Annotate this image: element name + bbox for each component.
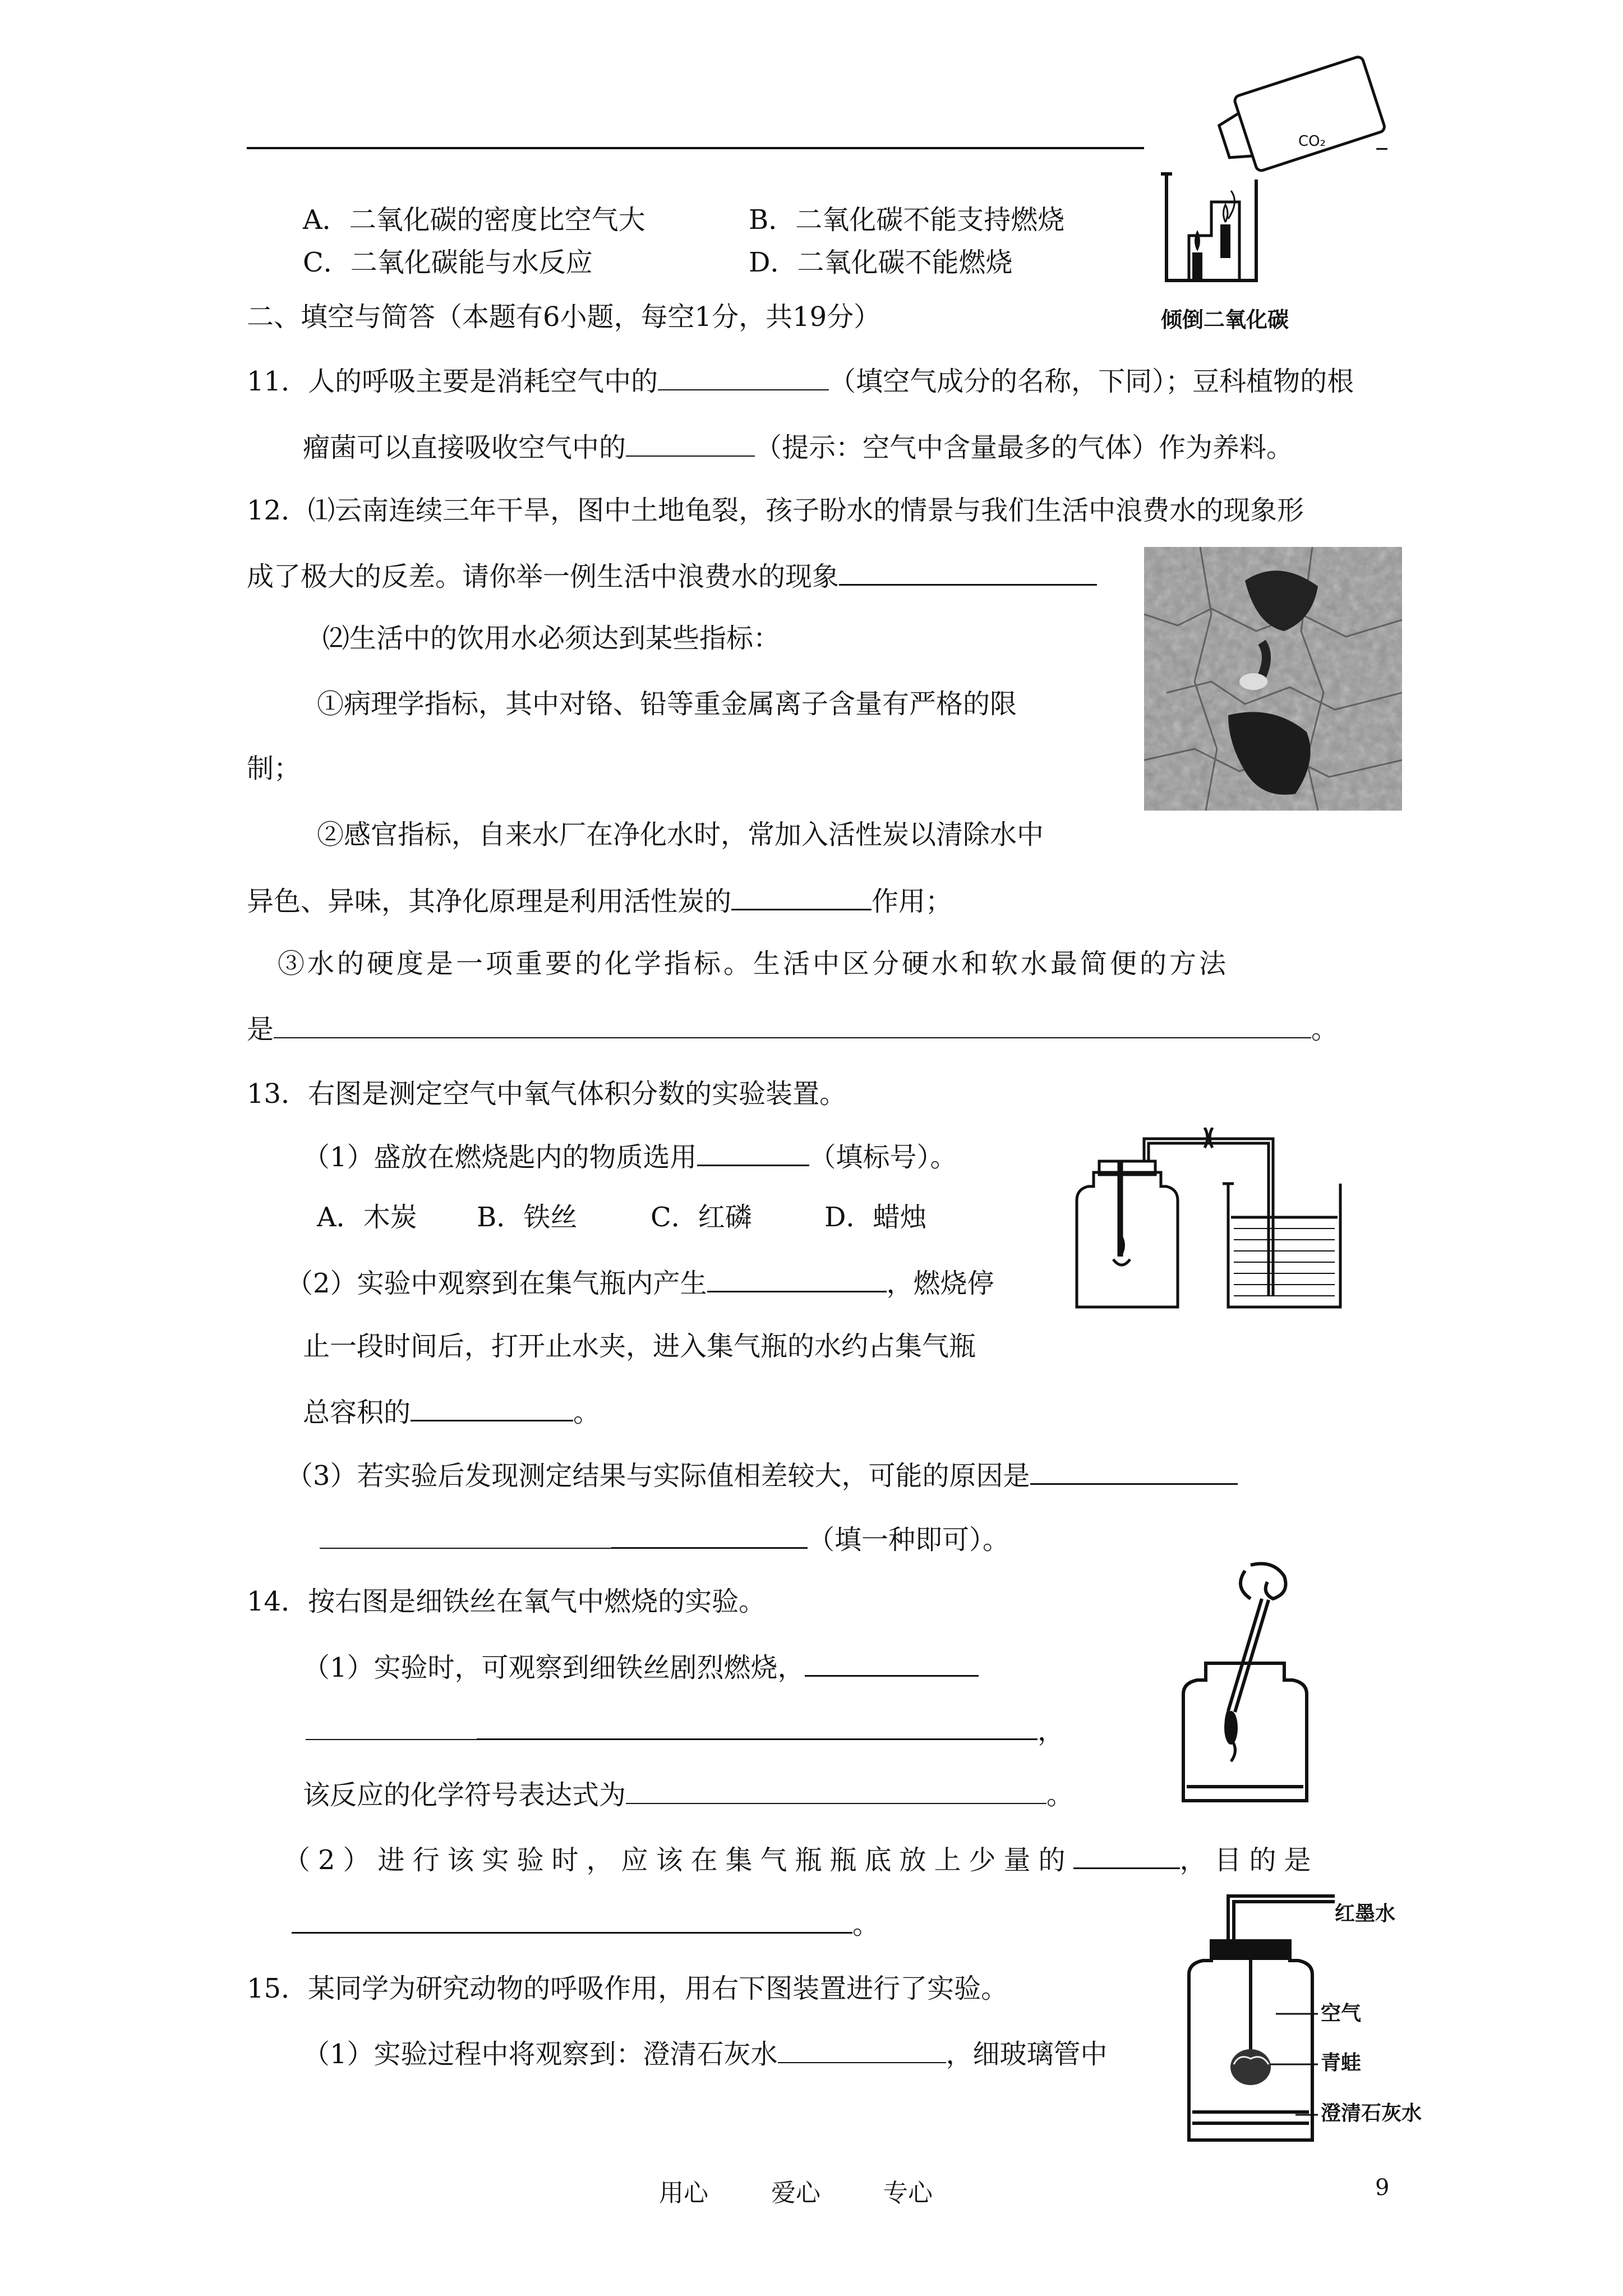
q11-number: 11．: [247, 366, 308, 397]
q10-option-b: B．二氧化碳不能支持燃烧: [749, 204, 1065, 236]
q14-number: 14．: [247, 1586, 308, 1617]
q13-text7: （3）若实验后发现测定结果与实际值相差较大，可能的原因是: [286, 1460, 1030, 1492]
label-air: 空气: [1321, 2002, 1362, 2025]
q12-line6: ②感官指标，自来水厂在净化水时，常加入活性炭以清除水中: [317, 819, 1044, 850]
q12-line9: [247, 1011, 1338, 1046]
drought-photo: [1144, 547, 1402, 811]
q12-blank1[interactable]: [839, 558, 1097, 586]
q13-option-b: B．铁丝: [477, 1202, 578, 1233]
q11-text1: 人的呼吸主要是消耗空气中的: [308, 366, 658, 397]
q12-line1: [247, 494, 1304, 527]
q13-blank5b[interactable]: [611, 1521, 808, 1549]
q11-text2: （填空气成分的名称，下同）；豆科植物的根: [829, 366, 1354, 397]
q14-blank5[interactable]: [292, 1906, 852, 1934]
q13-text8: （填一种即可）。: [808, 1524, 1010, 1556]
q11-blank1[interactable]: [658, 364, 829, 390]
header-dash: –: [1375, 131, 1389, 163]
q11-text4: （提示：空气中含量最多的气体）作为养料。: [755, 432, 1294, 463]
q15-blank1[interactable]: [778, 2036, 946, 2063]
q13-text1: 右图是测定空气中氧气体积分数的实验装置。: [308, 1078, 847, 1110]
bottle-label: CO₂: [1298, 133, 1326, 150]
q15-line1: [247, 1972, 1008, 2005]
footer-word-1: 用心: [659, 2179, 708, 2207]
q13-text4b: ，燃烧停: [886, 1268, 994, 1299]
q14-line2: [303, 1649, 979, 1685]
pour-co2-caption: 倾倒二氧化碳: [1161, 307, 1289, 332]
q11-blank2[interactable]: [626, 430, 755, 457]
oxygen-apparatus-figure: [1066, 1128, 1380, 1318]
q10-option-c: C．二氧化碳能与水反应: [303, 247, 593, 278]
q12-text7: 异色、异味，其净化原理是利用活性炭的: [247, 886, 732, 917]
q13-line6: [303, 1394, 600, 1429]
footer-word-2: 爱心: [771, 2179, 820, 2207]
frog-apparatus-figure: [1172, 1885, 1340, 2148]
q13-option-a: A．木炭: [317, 1202, 417, 1233]
q13-text2b: （填标号）。: [809, 1142, 957, 1173]
q14-text5: （2）进行该实验时，应该在集气瓶瓶底放上少量的: [283, 1844, 1073, 1876]
q15-line2: [303, 2036, 1108, 2071]
q14-line1: [247, 1585, 766, 1618]
q13-text2: （1）盛放在燃烧匙内的物质选用: [303, 1142, 697, 1173]
q13-text6b: 。: [573, 1397, 601, 1428]
q14-text4: 该反应的化学符号表达式为: [303, 1779, 626, 1811]
q15-number: 15．: [247, 1973, 308, 2004]
q12-line3: ⑵生活中的饮用水必须达到某些指标：: [322, 623, 781, 654]
q12-line2: [247, 558, 1097, 593]
q14-text3: ，: [1038, 1715, 1065, 1747]
q12-line8: ③水的硬度是一项重要的化学指标。生活中区分硬水和软水最简便的方法: [278, 948, 1229, 979]
q12-text9b: 。: [1311, 1014, 1339, 1045]
q14-text1: 按右图是细铁丝在氧气中燃烧的实验。: [308, 1586, 766, 1617]
q13-blank3[interactable]: [411, 1394, 573, 1421]
q14-blank3[interactable]: [626, 1777, 1046, 1804]
footer-word-3: 专心: [883, 2179, 933, 2207]
q12-number: 12．: [247, 495, 308, 526]
q13-text6: 总容积的: [303, 1397, 411, 1428]
label-red-ink: 红墨水: [1335, 1902, 1396, 1925]
q10-option-d: D．二氧化碳不能燃烧: [749, 247, 1013, 278]
q13-number: 13．: [247, 1078, 308, 1110]
q12-line5: 制；: [247, 753, 301, 784]
q14-blank4[interactable]: [1073, 1842, 1180, 1869]
section2-title: 二、填空与简答（本题有6小题，每空1分，共19分）: [247, 301, 881, 333]
q12-text9: 是: [247, 1014, 274, 1045]
q14-line3: [306, 1713, 1064, 1748]
q14-line5: [283, 1842, 1319, 1877]
q14-blank1[interactable]: [805, 1649, 979, 1677]
q14-line4: [303, 1777, 1073, 1812]
iron-wire-figure: [1166, 1559, 1335, 1812]
label-frog: 青蛙: [1321, 2051, 1362, 2074]
q12-text2: 成了极大的反差。请你举一例生活中浪费水的现象: [247, 561, 840, 592]
q15-text2: （1）实验过程中将观察到：澄清石灰水: [303, 2039, 778, 2070]
q13-option-c: C．红磷: [651, 1202, 752, 1233]
q12-blank2[interactable]: [731, 883, 872, 910]
q13-blank4[interactable]: [1030, 1457, 1238, 1485]
q14-line6: [292, 1906, 879, 1941]
q13-line8: [320, 1521, 1009, 1557]
q14-blank2a[interactable]: [306, 1713, 477, 1740]
q14-text2: （1）实验时，可观察到细铁丝剧烈燃烧，: [303, 1652, 805, 1683]
q11-line2: [303, 430, 1293, 464]
q13-blank5a[interactable]: [320, 1522, 611, 1549]
q11-line1: [247, 364, 1354, 398]
q12-text1: ⑴云南连续三年干旱，图中土地龟裂，孩子盼水的情景与我们生活中浪费水的现象形: [308, 495, 1304, 526]
q14-text6: 。: [852, 1909, 880, 1940]
q13-line7: [286, 1457, 1238, 1493]
q12-blank3[interactable]: [274, 1011, 1311, 1038]
q14-text4b: 。: [1046, 1779, 1074, 1811]
q13-line5: 止一段时间后，打开止水夹，进入集气瓶的水约占集气瓶: [303, 1331, 976, 1362]
q13-blank2[interactable]: [707, 1265, 887, 1292]
header-rule: [247, 147, 1144, 149]
q13-line2: [303, 1139, 957, 1174]
page-number: 9: [1375, 2175, 1390, 2201]
q10-option-a: A．二氧化碳的密度比空气大: [303, 204, 645, 236]
q13-blank1[interactable]: [697, 1139, 809, 1166]
q11-text3: 瘤菌可以直接吸收空气中的: [303, 432, 626, 463]
q14-text5b: ，目的是: [1179, 1844, 1319, 1876]
q13-text4: （2）实验中观察到在集气瓶内产生: [286, 1268, 707, 1299]
q13-line4: [286, 1265, 994, 1300]
q15-text1: 某同学为研究动物的呼吸作用，用右下图装置进行了实验。: [308, 1973, 1008, 2004]
q12-line7: [247, 883, 952, 918]
q13-line1: [247, 1077, 846, 1111]
label-limewater: 澄清石灰水: [1321, 2102, 1422, 2125]
q12-line4: ①病理学指标，其中对铬、铅等重金属离子含量有严格的限: [317, 688, 1017, 720]
q15-text2b: ，细玻璃管中: [946, 2039, 1108, 2070]
q13-option-d: D．蜡烛: [824, 1202, 927, 1233]
q14-blank2b[interactable]: [477, 1713, 1038, 1740]
q12-text7b: 作用；: [872, 886, 953, 917]
pour-co2-figure: [1155, 34, 1402, 337]
